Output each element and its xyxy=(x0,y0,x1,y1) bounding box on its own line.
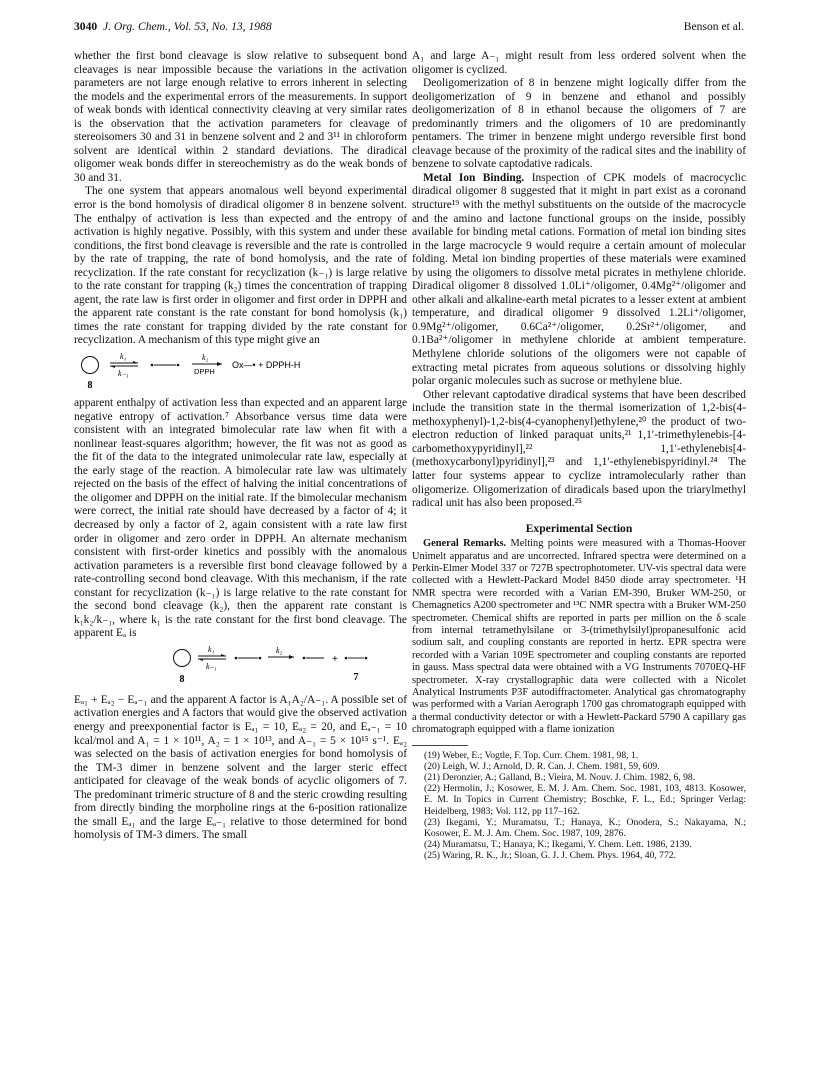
journal-volume: Vol. 53, No. 13, 1988 xyxy=(173,20,272,33)
run-in-heading: General Remarks. xyxy=(423,538,507,550)
running-authors: Benson et al. xyxy=(683,20,744,33)
reference-list xyxy=(412,750,746,862)
scheme-label: 8 xyxy=(179,673,185,685)
paragraph: The one system that appears anomalous well beyond experimental error is the bond homolysis of diradical oligomer 8 in benzene solvent. The enthalpy of activation is less than expected and the entropy of activation is highly negative. Possibly, with this system and under these conditions, the first bond cleavage is reversible and the rate is controlled by the rate of trapping, the rate of bond homolysis, and the rate of recyclization. If the rate constant for recyclization (k₋₁) is large relative to the rate constant for trapping (k₂) times the concentration of trapping agent, the rate law is first order in oligomer and first order in DPPH and the apparent rate constant is the rate constant for bond homolysis (k₁) times the rate constant for trapping divided by the rate constant for recyclization. A mechanism of this type might give an xyxy=(74,185,407,347)
reference-item: (20) Leigh, W. J.; Arnold, D. R. Can. J. Chem. 1981, 59, 609. xyxy=(424,760,660,772)
reference-item: (21) Deronzier, A.; Galland, B.; Vieira, M. Nouv. J. Chim. 1982, 6, 98. xyxy=(424,772,696,784)
scheme-1-diagram xyxy=(80,351,400,391)
journal-name: J. Org. Chem., xyxy=(102,20,171,33)
reference-item: (25) Waring, R. K., Jr.; Sloan, G. J. J. Chem. Phys. 1964, 40, 772. xyxy=(424,850,676,862)
rate-constant-label: k₂ xyxy=(202,353,209,363)
reference-item: (24) Muramatsu, T.; Hanaya, K.; Ikegami, Y. Chem. Lett. 1986, 2139. xyxy=(424,839,692,851)
reference-item: (19) Weber, E.; Vogtle, F. Top. Curr. Chem. 1981, 98, 1. xyxy=(424,749,639,761)
journal-citation xyxy=(74,20,272,33)
svg-text:+: + xyxy=(332,653,338,665)
scheme-label: 7 xyxy=(353,671,359,683)
paragraph: Eₐ₁ + Eₐ₂ − Eₐ₋₁ and the apparent A factor is A₁A₂/A₋₁. A possible set of activation energies and A factors that would give the observed activation energy and preexponential factor is Eₐ₁ = 10, Eₐ₂ = 20, and Eₐ₋₁ = 10 kcal/mol and A₁ = 1 × 10¹¹, A₂ = 1 × 10¹³, and A₋₁ = 5 × 10¹⁵ s⁻¹. Eₐ₂ was selected on the basis of activation energies for bond homolysis of the TM-3 dimer in benzene solvent and the larger steric effect anticipated for cleavage of the weak bonds of acyclic oligomers of 7. The predominant trimeric structure of 8 and the steric crowding resulting from directly binding the morpholine rings at the 6-position rationalize the small Eₐ₁ and the large Eₐ₋₁ relative to those determined for bond homolysis of TM-3 dimers. The small xyxy=(74,693,407,842)
reference-item: (23) Ikegami, Y.; Muramatsu, T.; Hanaya, K.; Onodera, S.; Nakayama, N.; Kosower, E. M. J. Am. Chem. Soc. 1987, 109, 2876. xyxy=(424,816,746,840)
reagent-label: DPPH xyxy=(194,367,215,377)
paragraph: whether the first bond cleavage is slow relative to subsequent bond cleavages is near impossible because the variations in the activation parameters are not large enough relative to errors inherent in selecting the models and the experimental errors of the measurements. In support of weak bonds with identical connectivity cleaving at very similar rates is the observation that the activation parameters for cleavage of stereoisomers 30 and 31 in benzene solvent and 2 and 3¹¹ in chloroform solvent are identical within 2 standard deviations. The diradical oligomer weak bonds differ in stereochemistry as do the weak bonds of 30 and 31. xyxy=(74,50,407,184)
page-number: 3040 xyxy=(74,20,98,33)
paragraph xyxy=(412,538,746,737)
paragraph-text: Melting points were measured with a Thomas-Hoover Unimelt apparatus and are uncorrected. Infrared spectra were determined on a Perkin-Elmer Model 337 or 727B spectrophotometer. UV-vis spectral data were collected with a Hewlett-Packard Model 8450 diode array spectrometer. ¹H NMR spectra were recorded with a Varian EM-390, Bruker WM-250, or Chemagnetics A200 spectrometer and ¹³C NMR spectra with a Bruker WM-250 spectrometer. Chemical shifts are reported in parts per million on the δ scale from internal tetramethylsilane or 3-(trimethylsilyl)propanesulfonic acid sodium salt, and coupling constants are reported in hertz. EPR spectra were recorded with a Varian 109E spectrometer and coupling constants are reported in gauss. Mass spectral data were obtained with a VG Instruments 7070EQ-HF spectrometer. X-ray crystallographic data were collected with a Nicolet Analytical Instruments P3F autodiffractometer. Analytical gas chromatography was performed with a Varian Aerograph 1700 gas chromatograph equipped with a thermal conductivity detector or with a Hewlett-Packard 5790 A capillary gas chromatograph equipped with a flame ionization xyxy=(412,538,747,736)
mechanism-scheme-1 xyxy=(74,351,407,391)
run-in-heading: Metal Ion Binding. xyxy=(423,171,525,184)
left-column xyxy=(74,50,407,843)
scheme-label: 8 xyxy=(87,380,93,392)
paragraph: Other relevant captodative diradical systems that have been described include the transition state in the thermal isomerization of 1,2-bis(4-methoxyphenyl)-1,2-bis(4-cyanophenyl)ethylene,²⁰ the product of two-electron reduction of linked paraquat units,²¹ 1,1′-trimethylenebis-[4-carbomethoxypyridinyl],²² 1,1′-ethylenebis[4-(methoxycarbonyl)pyridinyl],²³ and 1,1′-ethylenebispyridinyl.²⁴ The latter four systems appear to cyclize intramolecularly rather than oligomerize. Oligomerization of diradicals based upon the triarylmethyl radical unit has also been proposed.²⁵ xyxy=(412,388,746,510)
paragraph xyxy=(412,172,746,389)
rate-constant-label: k₁ xyxy=(208,644,215,654)
rate-constant-label: k₂ xyxy=(276,645,283,655)
section-heading: Experimental Section xyxy=(525,521,633,535)
paragraph: Deoligomerization of 8 in benzene might logically differ from the deoligomerization of 9 in benzene and ethanol and possibly deoligomerization of 8 in ethanol because the oligomers of 7 are predominantly trimers and the oligomers of 10 are predominantly pentamers. The trimer in benzene might undergo reversible first bond cleavage because of the proximity of the radical sites and the inability of benzene to solvate captodative radicals. xyxy=(412,77,746,171)
reference-item: (22) Hermolin, J.; Kosower, E. M. J. Am. Chem. Soc. 1981, 103, 4813. Kosower, E. M. In Topics in Current Chemistry; Boschke, F. L., Ed.; Springer Verlag: Heidelberg, 1983; Vol. 112, pp 117–162. xyxy=(424,783,746,817)
paragraph: A₁ and large A₋₁ might result from less ordered solvent when the oligomer is cyclized. xyxy=(412,50,746,76)
rate-constant-label: k₁ xyxy=(120,352,127,362)
paragraph-text: Inspection of CPK models of macrocyclic diradical oligomer 8 suggested that it might in part exist as a coronand structure¹⁹ with the methyl substituents on the outside of the macrocycle and the amino and lactone functional groups on the inside, possibly available for binding metal cations. Formation of metal ion binding sites in the large macrocycle 9 would require a certain amount of molecular folding. Metal ion binding properties of these materials were examined by using the oligomers to dissolve metal picrates in methylene chloride. Diradical oligomer 8 dissolved 1.0Li⁺/oligomer, 0.4Mg²⁺/oligomer and other alkali and alkaline-earth metal picrates to a lesser extent at ambient temperature, and diradical oligomer 9 dissolved 1.2Li⁺/oligomer, 0.9Mg²⁺/oligomer, 0.6Ca²⁺/oligomer, 0.2Sr²⁺/oligomer, and 0.1Ba²⁺/oligomer in methylene chloride at ambient temperature. Methylene chloride solutions of the oligomers were not capable of extracting metal picrates from aqueous solutions or dissolving highly polar organic molecules such as sucrose or methylene blue. xyxy=(412,171,746,388)
scheme-products: Ox—• + DPPH-H xyxy=(232,360,301,371)
paragraph: apparent enthalpy of activation less than expected and an apparent large negative entropy of activation.⁷ Absorbance versus time data were consistent with an integrated bimolecular rate law when fit with a nonlinear least-squares algorithm; however, the fit was not as good as the fit of the data to the integrated unimolecular rate law, especially at the early stage of the reaction. A bimolecular rate law was ultimately rejected on the basis of the effect of halving the initial concentrations of the oligomer and DPPH on the initial rate. If the bimolecular mechanism were correct, the initial rate should have decreased by a factor of 4; it decreased by only a factor of 2, again consistent with a rate law first order in oligomer and zero order in DPPH. An alternate mechanism consistent with first-order kinetics and possibly with the anomalous activation parameters is a reversible first bond cleavage followed by a rate-controlling second bond cleavage. With this mechanism, if the rate constant for recyclization (k₋₁) is large relative to the rate constant for the second bond cleavage (k₂), then the apparent rate constant is k₁k₂/k₋₁, where k₁ is the rate constant for the first bond cleavage. The apparent Eₐ is xyxy=(74,397,407,640)
right-column xyxy=(412,50,746,862)
footnote-rule xyxy=(412,745,468,746)
rate-constant-label: k₋₁ xyxy=(206,661,217,671)
page-header xyxy=(74,20,744,38)
rate-constant-label: k₋₁ xyxy=(118,369,129,379)
mechanism-scheme-2 xyxy=(74,644,407,688)
